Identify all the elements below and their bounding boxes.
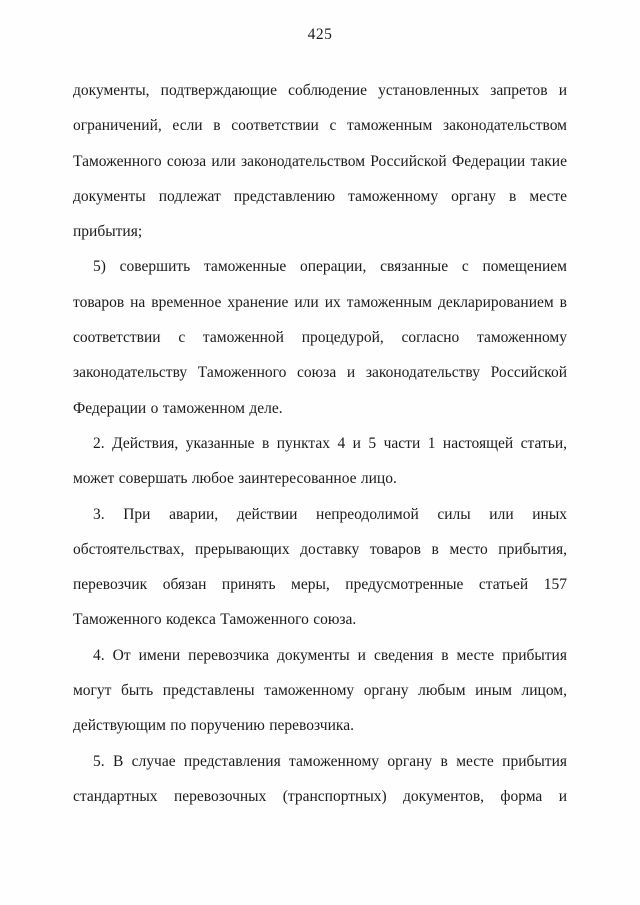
text-line: документы подлежат представлению таможенному органу в месте [73, 187, 567, 205]
document-body [73, 73, 567, 814]
text-line: 2. Действия, указанные в пунктах 4 и 5 части 1 настоящей статьи, [93, 434, 567, 452]
text-line: ограничений, если в соответствии с таможенным законодательством [73, 117, 567, 135]
text-line: может совершать любое заинтересованное лицо. [73, 470, 397, 488]
text-line: прибытия; [73, 223, 143, 241]
text-line: стандартных перевозочных (транспортных) документов, форма и [73, 787, 567, 805]
text-line: обстоятельствах, прерывающих доставку товаров в место прибытия, [73, 540, 567, 558]
text-line: 4. От имени перевозчика документы и сведения в месте прибытия [93, 646, 567, 664]
text-line: 3. При аварии, действии непреодолимой силы или иных [93, 505, 567, 523]
text-line: законодательству Таможенного союза и законодательству Российской [73, 364, 567, 382]
text-line: 5) совершить таможенные операции, связанные с помещением [93, 258, 567, 276]
text-line: могут быть представлены таможенному органу любым иным лицом, [73, 682, 567, 700]
text-line: перевозчик обязан принять меры, предусмотренные статьей 157 [73, 576, 567, 594]
text-line: Федерации о таможенном деле. [73, 399, 283, 417]
text-line: Таможенного кодекса Таможенного союза. [73, 611, 357, 629]
page-number: 425 [307, 26, 333, 43]
text-line: 5. В случае представления таможенному органу в месте прибытия [93, 752, 567, 770]
text-line: соответствии с таможенной процедурой, согласно таможенному [73, 329, 567, 347]
text-line: действующим по поручению перевозчика. [73, 717, 354, 735]
text-line: Таможенного союза или законодательством Российской Федерации такие [73, 152, 567, 170]
text-line: документы, подтверждающие соблюдение установленных запретов и [73, 82, 567, 99]
text-line: товаров на временное хранение или их таможенным декларированием в [73, 293, 567, 311]
